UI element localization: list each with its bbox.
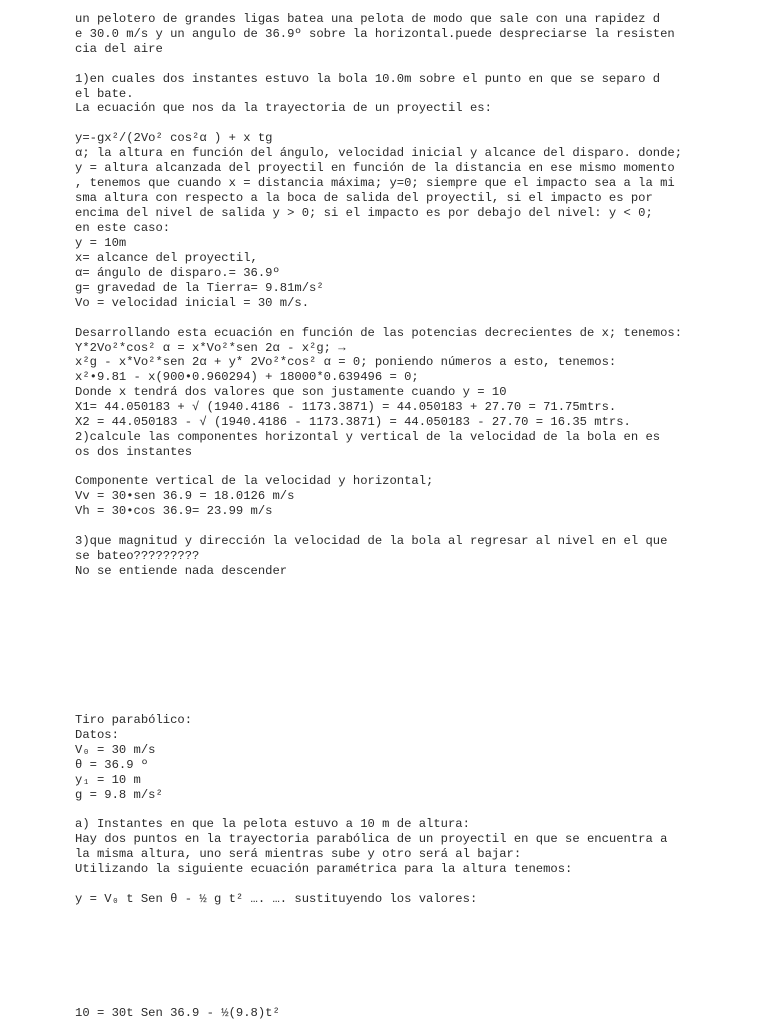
text-line: 10 = 30t Sen 36.9 - ½(9.8)t² [75, 1006, 280, 1020]
text-line: cia del aire [75, 42, 163, 56]
text-line: g= gravedad de la Tierra= 9.81m/s² [75, 281, 324, 295]
text-line: Datos: [75, 728, 119, 742]
text-line: la misma altura, uno será mientras sube y otro será al bajar: [75, 847, 522, 861]
text-line: os dos instantes [75, 445, 193, 459]
text-line: Utilizando la siguiente ecuación paramétrica para la altura tenemos: [75, 862, 573, 876]
text-line: Vh = 30•cos 36.9= 23.99 m/s [75, 504, 273, 518]
text-line: un pelotero de grandes ligas batea una pelota de modo que sale con una rapidez d [75, 12, 661, 26]
text-line: x²•9.81 - x(900•0.960294) + 18000*0.639496 = 0; [75, 370, 419, 384]
text-line: se bateo????????? [75, 549, 200, 563]
text-line: Vv = 30•sen 36.9 = 18.0126 m/s [75, 489, 295, 503]
text-line: X2 = 44.050183 - √ (1940.4186 - 1173.3871) = 44.050183 - 27.70 = 16.35 mtrs. [75, 415, 631, 429]
text-line: encima del nivel de salida y > 0; si el impacto es por debajo del nivel: y < 0; [75, 206, 653, 220]
text-line: x= alcance del proyectil, [75, 251, 258, 265]
text-line: X1= 44.050183 + √ (1940.4186 - 1173.3871) = 44.050183 + 27.70 = 71.75mtrs. [75, 400, 617, 414]
text-line: α= ángulo de disparo.= 36.9º [75, 266, 280, 280]
text-line: Y*2Vo²*cos² α = x*Vo²*sen 2α - x²g; → [75, 341, 346, 355]
text-line: x²g - x*Vo²*sen 2α + y* 2Vo²*cos² α = 0; poniendo números a esto, tenemos: [75, 355, 617, 369]
text-line: Desarrollando esta ecuación en función de las potencias decrecientes de x; tenemos: [75, 326, 683, 340]
text-line: y = altura alcanzada del proyectil en función de la distancia en ese mismo momento [75, 161, 675, 175]
text-line: e 30.0 m/s y un angulo de 36.9º sobre la horizontal.puede despreciarse la resisten [75, 27, 675, 41]
text-line: sma altura con respecto a la boca de salida del proyectil, si el impacto es por [75, 191, 653, 205]
text-line: y = V₀ t Sen θ - ½ g t² …. …. sustituyendo los valores: [75, 892, 478, 906]
text-line: y = 10m [75, 236, 127, 250]
text-line: g = 9.8 m/s² [75, 788, 163, 802]
text-line: y=-gx²/(2Vo² cos²α ) + x tg [75, 131, 273, 145]
text-line: Componente vertical de la velocidad y horizontal; [75, 474, 434, 488]
text-line: , tenemos que cuando x = distancia máxima; y=0; siempre que el impacto sea a la mi [75, 176, 675, 190]
text-line: V₀ = 30 m/s [75, 743, 156, 757]
text-line: Donde x tendrá dos valores que son justamente cuando y = 10 [75, 385, 507, 399]
text-line: 3)que magnitud y dirección la velocidad de la bola al regresar al nivel en el que [75, 534, 668, 548]
text-line: α; la altura en función del ángulo, velocidad inicial y alcance del disparo. donde; [75, 146, 683, 160]
text-line: 2)calcule las componentes horizontal y vertical de la velocidad de la bola en es [75, 430, 661, 444]
text-line: Hay dos puntos en la trayectoria parabólica de un proyectil en que se encuentra a [75, 832, 668, 846]
text-line: y₁ = 10 m [75, 773, 141, 787]
text-line: a) Instantes en que la pelota estuvo a 10 m de altura: [75, 817, 470, 831]
text-line: en este caso: [75, 221, 171, 235]
text-line: Vo = velocidad inicial = 30 m/s. [75, 296, 310, 310]
text-line: el bate. [75, 87, 134, 101]
text-line: Tiro parabólico: [75, 713, 193, 727]
text-line: La ecuación que nos da la trayectoria de un proyectil es: [75, 101, 492, 115]
text-line: No se entiende nada descender [75, 564, 288, 578]
text-line: 1)en cuales dos instantes estuvo la bola 10.0m sobre el punto en que se separo d [75, 72, 661, 86]
text-line: θ = 36.9 º [75, 758, 149, 772]
